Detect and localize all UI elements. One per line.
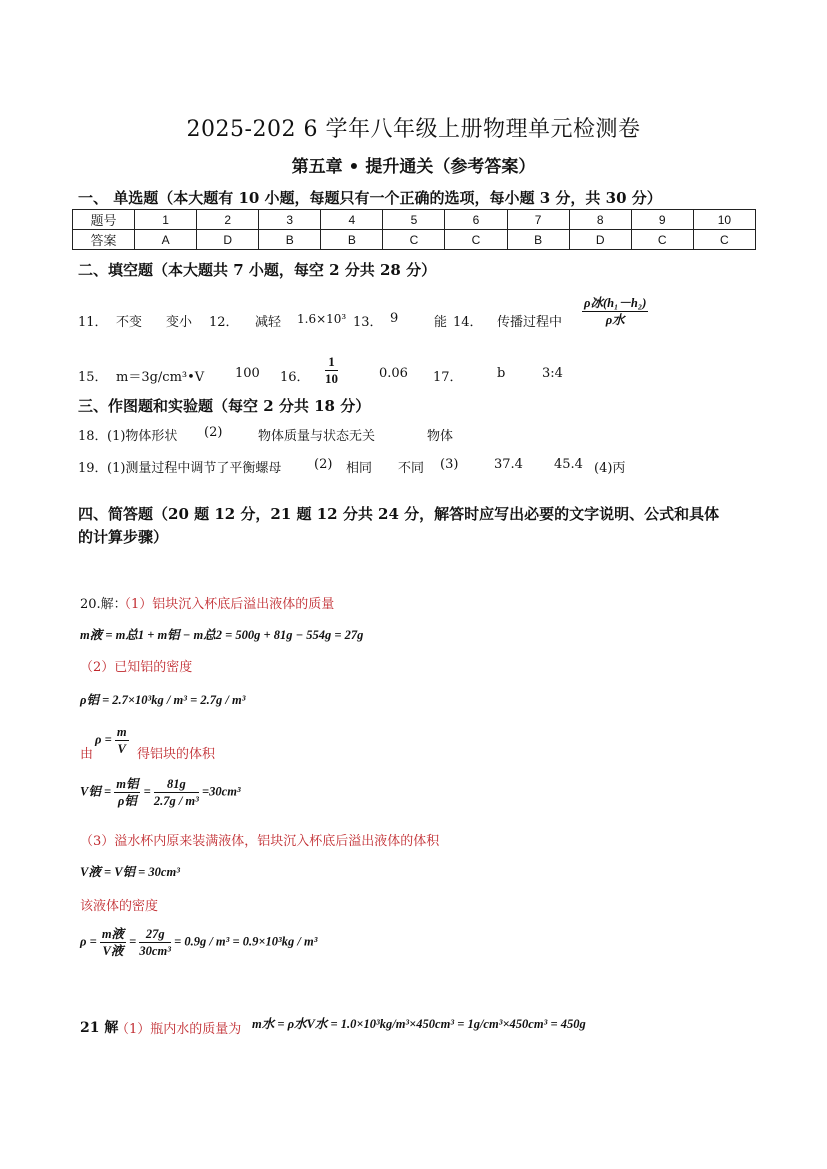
table-cell: C [631,230,693,250]
section4-heading-line1: 四、简答题（20 题 12 分，21 题 12 分共 24 分，解答时应写出必要的文字说明、公式和具体 [78,505,720,523]
q17-answer-a: b [497,366,506,381]
q18-part2-label: (2) [204,425,223,440]
q20-eq5-num2: 27g [139,926,171,943]
table-cell: 2 [197,210,259,230]
section3-heading: 三、作图题和实验题（每空 2 分共 18 分） [78,397,371,415]
table-cell: B [259,230,321,250]
q17-number: 17． [433,370,463,385]
table-cell: D [569,230,631,250]
q19-number: 19． [78,461,108,476]
q20-eq3-den2: 2.7g / m³ [153,794,199,808]
q18-part1: (1)物体形状 [107,429,178,444]
q19-part3-label: (3) [440,457,459,472]
q20-eq5-den1: V液 [102,944,124,958]
q13-number: 13． [353,315,383,330]
q20-eq3-num1: m铝 [116,777,139,791]
table-cell: 3 [259,210,321,230]
page-subtitle: 第五章 • 提升通关（参考答案） [291,157,536,177]
q20-eq3-num2: 81g [154,776,199,793]
table-row [73,210,756,230]
q14-formula-denominator: ρ水 [605,313,625,327]
q21-label: 21 解 [80,1020,119,1036]
q20-eq5-num1: m液 [101,927,125,941]
table-cell: 7 [507,210,569,230]
q20-equation3: V铝 = $\frac{\text{m铝}}{\text{ρ铝}}$ = $\frac{81g}{\text{2.7g / m³}}$ =30cm³ [80,777,241,808]
q19-part2-a: 相同 [346,461,373,476]
table-cell: C [383,230,445,250]
q20-equation5: ρ = $\frac{\text{m液}}{\text{V液}}$ = $\frac{27g}{\text{30cm³}}$ = 0.9g / m³ = 0.9×10³kg / m³ [80,927,318,958]
section2-heading: 二、填空题（本大题共 7 小题，每空 2 分共 28 分） [78,261,437,279]
q19-part2-b: 不同 [398,461,425,476]
q19-part2-label: (2) [314,457,333,472]
q21-equation1: m水 = ρ水V水 = 1.0×10³kg/m³×450cm³ = 1g/cm³×450cm³ = 450g [252,1017,586,1031]
q13-answer-b: 能 [434,315,448,330]
q12-answer-a: 减轻 [255,315,282,330]
q14-number: 14． [453,315,483,330]
q19-part4: (4)丙 [594,461,626,476]
q13-answer-a: 9 [390,311,399,326]
q18-part2-a: 物体质量与状态无关 [258,429,376,444]
q21-step1: （1）瓶内水的质量为 [116,1022,242,1037]
table-row [73,230,756,250]
page-title: 2025-202 6 学年八年级上册物理单元检测卷 [186,117,641,142]
q20-formula-m: m [116,725,127,739]
q19-part1: (1)测量过程中调节了平衡螺母 [107,461,282,476]
q15-number: 15． [78,370,108,385]
q20-step2: （2）已知铝的密度 [80,660,193,675]
q18-part2-b: 物体 [427,429,454,444]
q20-formula-v: V [117,742,126,756]
table-cell: D [197,230,259,250]
table-header-label: 题号 [73,210,135,230]
q14-formula [582,295,648,328]
q20-eq3-lhs: V铝 = [80,784,112,799]
table-answer-label: 答案 [73,230,135,250]
q20-step1: （1）铝块沉入杯底后溢出液体的质量 [118,597,335,612]
table-cell: 10 [693,210,755,230]
q14-answer-a: 传播过程中 [497,315,563,330]
q20-eq5-lhs: ρ = [80,934,97,949]
q20-step4: 该液体的密度 [80,899,159,914]
q20-density-formula [95,724,129,757]
table-cell: C [445,230,507,250]
q20-rho-symbol: ρ = [95,732,112,747]
q20-equation1: m液 = m总1 + m铝 − m总2 = 500g + 81g − 554g = 27g [80,628,364,642]
q20-step3: （3）溢水杯内原来装满液体，铝块沉入杯底后溢出液体的体积 [80,834,440,849]
table-cell: 8 [569,210,631,230]
table-cell: 9 [631,210,693,230]
q11-answer-a: 不变 [116,315,143,330]
q11-number: 11． [78,315,108,330]
q15-answer-b: 100 [235,366,260,381]
answer-table [72,209,756,250]
q17-answer-b: 3:4 [542,366,563,381]
table-cell: B [321,230,383,250]
q16-numerator: 1 [325,354,338,371]
q16-denominator: 10 [325,371,338,386]
q14-formula-numerator: ρ冰(h₁－h₂) [584,296,647,310]
q16-answer-b: 0.06 [379,366,408,381]
table-cell: A [135,230,197,250]
q12-number: 12． [209,315,239,330]
q20-eq5-rhs: = 0.9g / m³ = 0.9×10³kg / m³ [174,934,318,949]
table-cell: B [507,230,569,250]
q20-label: 20.解： [80,597,127,612]
q20-step2b-prefix: 由 [80,747,94,762]
q20-equation2: ρ铝 = 2.7×10³kg / m³ = 2.7g / m³ [80,693,246,707]
q20-eq3-rhs: =30cm³ [202,784,241,799]
q20-eq3-den1: ρ铝 [117,794,137,808]
section4-heading-line2: 的计算步骤） [78,528,169,546]
q19-part3-b: 45.4 [554,457,583,472]
section1-heading: 一、 单选题（本大题有 10 小题，每题只有一个正确的选项，每小题 3 分，共 30 分） [78,189,662,207]
q11-answer-b: 变小 [166,315,193,330]
q18-number: 18． [78,429,108,444]
table-cell: 4 [321,210,383,230]
q12-answer-b: 1.6×10³ [297,312,347,326]
q20-eq5-den2: 30cm³ [139,944,171,958]
q15-answer-a: m＝3g/cm³•V [116,370,205,385]
q20-step2b-suffix: 得铝块的体积 [137,747,216,762]
table-cell: 6 [445,210,507,230]
q19-part3-a: 37.4 [494,457,523,472]
table-cell: C [693,230,755,250]
q16-number: 16． [280,370,310,385]
table-cell: 5 [383,210,445,230]
table-cell: 1 [135,210,197,230]
q16-fraction [325,354,338,387]
q20-equation4: V液 = V铝 = 30cm³ [80,865,180,879]
